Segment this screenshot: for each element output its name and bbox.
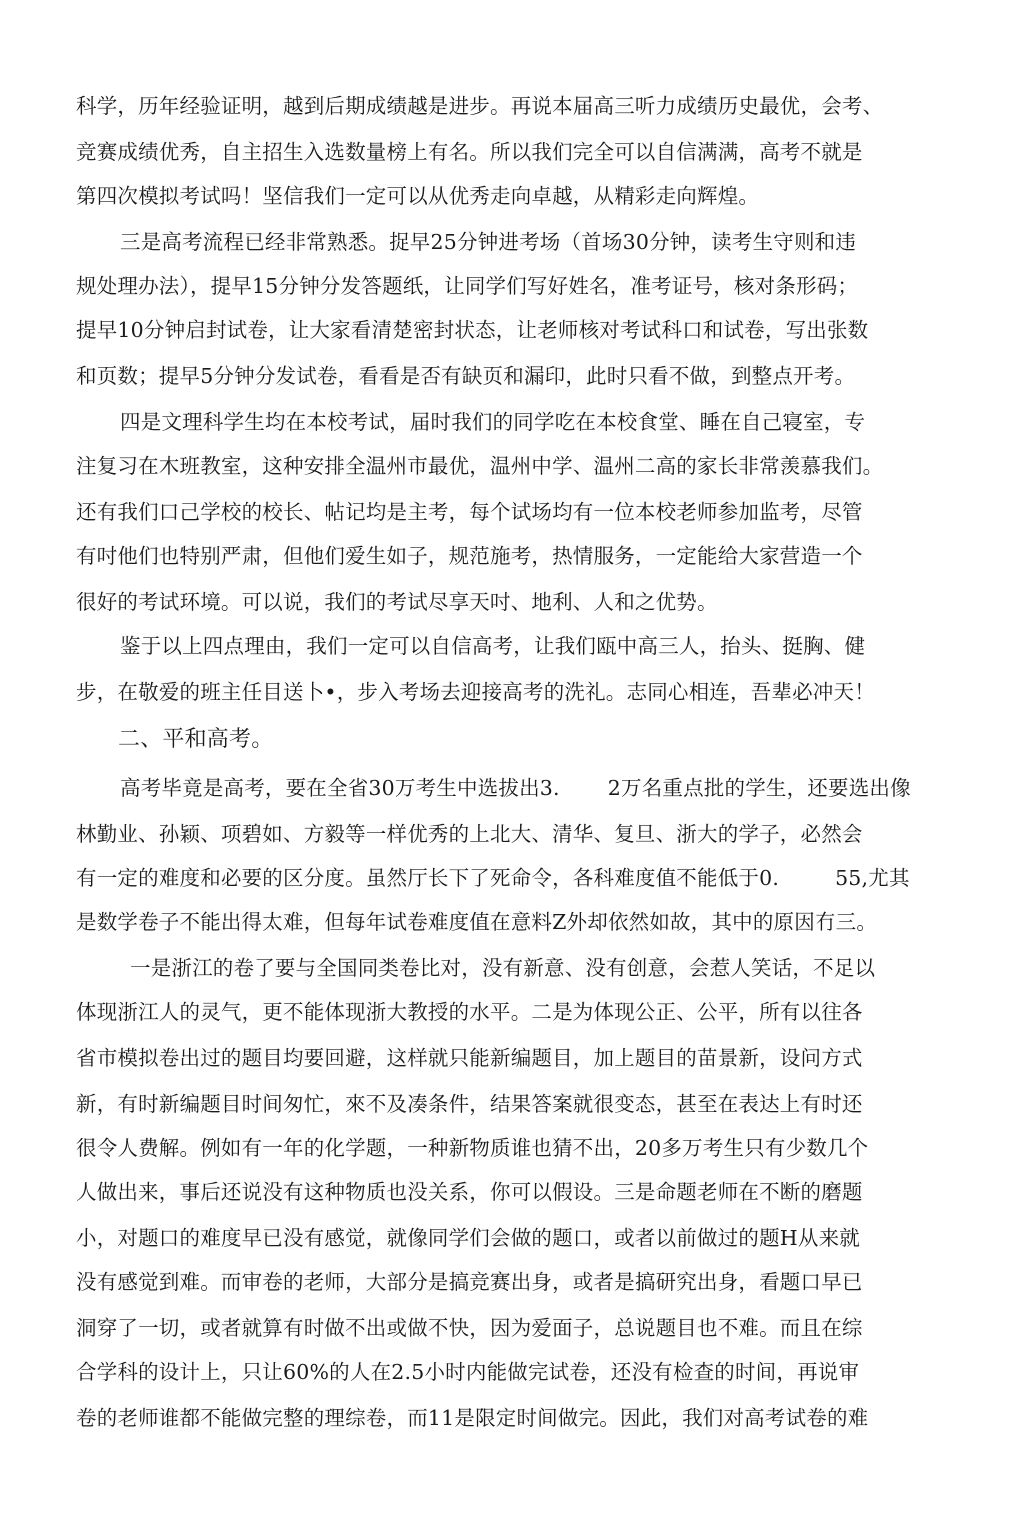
text-line: 合学科的设计上，只让60%的人在2.5小时内能做完试卷，还没有检查的时间，再说审: [76, 1360, 860, 1384]
paragraph-start-line: [120, 774, 911, 802]
text-line: 有吋他们也特别严肃，但他们爱生如子，规范施考，热情服务，一定能给大家营造一个: [76, 544, 863, 568]
text-line: 林勤业、孙颖、项碧如、方毅等一样优秀的上北大、清华、复旦、浙大的学子，必然会: [76, 822, 863, 846]
paragraph-start-line: 一是浙江的卷了要与全国同类卷比对，没有新意、没有创意，会惹人笑话，不足以: [130, 956, 876, 980]
text-line: 规处理办法），提早15分钟分发答题纸，让同学们写好姓名，准考证号，核对条形码；: [76, 274, 859, 298]
text-line: 注复习在木班教室，这种安排全温州市最优，温州中学、温州二高的家长非常羡慕我们。: [76, 454, 884, 478]
text-line: 很令人费解。例如有一年的化学题，一种新物质谁也猜不出，20多万考生只有少数几个: [76, 1136, 869, 1160]
text-segment: 2万名重点批的学生，还要选出像: [607, 776, 911, 800]
text-line: [76, 864, 910, 892]
section-heading: 二、平和高考。: [118, 727, 274, 752]
text-line: 是数学卷子不能出得太难，但每年试卷难度值在意料Z外却依然如故，其中的原因冇三。: [76, 910, 878, 934]
text-line: 竞赛成绩优秀，自主招生入选数量榜上有名。所以我们完全可以自信满满，高考不就是: [76, 140, 863, 164]
paragraph-start-line: 四是文理科学生均在本校考试，届时我们的同学吃在本校食堂、睡在自己寝室，专: [120, 410, 866, 434]
text-line: 省市模拟卷出过的题目均要回避，这样就只能新编题目，加上题目的苗景新，设问方式: [76, 1046, 863, 1070]
text-segment: 高考毕竟是高考，要在全省30万考生中选拔出3.: [120, 776, 560, 800]
text-line: 小，对题口的难度早已没有感觉，就像同学们会做的题口，或者以前做过的题H从来就: [76, 1226, 860, 1250]
text-line: 人做出来，事后还说没有这种物质也没关系，你可以假设。三是命题老师在不断的磨题: [76, 1180, 863, 1204]
text-line: 科学，历年经验证明，越到后期成绩越是进步。再说本届高三听力成绩历史最优，会考、: [76, 94, 884, 118]
text-line: 很好的考试环境。可以说，我们的考试尽享天吋、地利、人和之优势。: [76, 590, 718, 614]
text-line: 新，有时新编题目时间匆忙，來不及凑条件，结果答案就很变态，甚至在表达上有时还: [76, 1092, 863, 1116]
text-line: 洞穿了一切，或者就算有时做不出或做不快，因为爱面子，总说题目也不难。而且在综: [76, 1316, 863, 1340]
text-line: 卷的老师谁都不能做完整的理综卷，而11是限定时间做完。因此，我们对高考试卷的难: [76, 1406, 869, 1430]
paragraph-start-line: 三是高考流程已经非常熟悉。捉早25分钟进考场（首场30分钟，读考生守则和违: [120, 230, 857, 254]
text-segment: 有一定的难度和必要的区分度。虽然厅长下了死命令，各科难度值不能低于0.: [76, 866, 780, 890]
text-line: 步，在敬爱的班主任目送卜•，步入考场去迎接高考的洗礼。志同心相连，吾辈必冲天！: [76, 680, 875, 704]
text-line: 没有感觉到难。而审卷的老师，大部分是搞竞赛出身，或者是搞研究出身，看题口早已: [76, 1270, 863, 1294]
text-line: 体现浙江人的灵气，更不能体现浙大教授的水平。二是为体现公正、公平，所有以往各: [76, 1000, 863, 1024]
text-line: 和页数；提早5分钟分发试卷，看看是否有缺页和漏印，此时只看不做，到整点开考。: [76, 364, 856, 388]
paragraph-start-line: 鉴于以上四点理由，我们一定可以自信高考，让我们瓯中高三人，抬头、挺胸、健: [120, 634, 866, 658]
text-line: 第四次模拟考试吗！坚信我们一定可以从优秀走向卓越，从精彩走向辉煌。: [76, 184, 760, 208]
text-line: 还有我们口己学校的校长、帖记均是主考，每个试场均有一位本校老师参加监考，尽管: [76, 500, 863, 524]
text-segment: 55,尤其: [835, 866, 910, 890]
text-line: 提早10分钟启封试卷，让大家看清楚密封状态，让老师核对考试科口和试卷，写出张数: [76, 318, 869, 342]
